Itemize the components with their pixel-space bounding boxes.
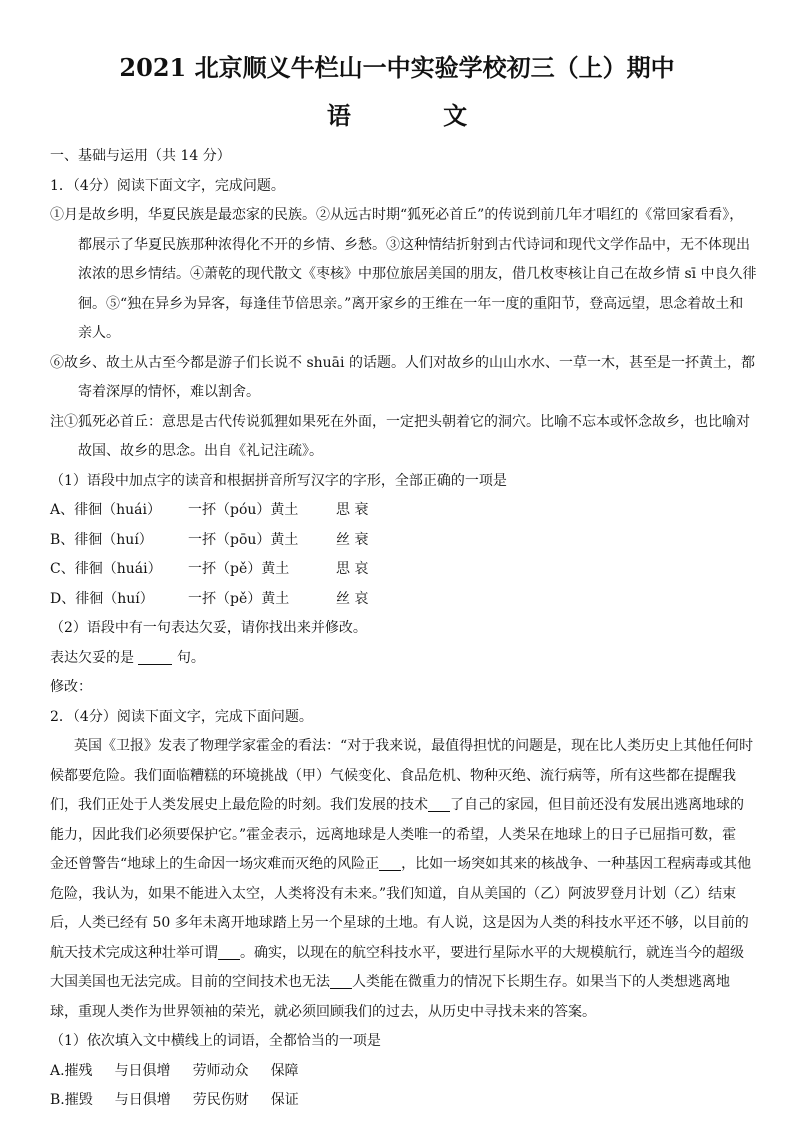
answer-suffix: 句。 — [176, 649, 205, 666]
fill-blank[interactable] — [428, 797, 450, 812]
note-line: 注①狐死必首丘：意思是古代传说狐狸如果死在外面，一定把头朝着它的洞穴。比喻不忘本或怀念故乡，也比喻对 — [50, 413, 750, 430]
option-col-c: 丝 哀 — [336, 590, 369, 607]
option-word: 与日俱增 — [114, 1092, 171, 1108]
passage-line — [50, 791, 752, 821]
option-col-b: 一抔（pě）黄土 — [188, 561, 290, 577]
passage-line: 寄着深厚的情怀，难以割舍。 — [78, 384, 260, 400]
option-word: 保障 — [270, 1062, 299, 1079]
option-b-q2[interactable] — [50, 1086, 752, 1116]
option-col-c: 丝 衰 — [336, 531, 369, 548]
passage-line: 危险，我认为，如果不能进入太空，人类将没有未来。”我们知道，自从美国的（乙）阿波罗登月计划（乙）结束 — [50, 885, 737, 902]
passage-segment: ，比如一场突如其来的核战争、一种基因工程病毒或其他 — [401, 856, 752, 872]
option-c[interactable] — [50, 555, 752, 585]
answer-prefix: 表达欠妥的是 — [50, 649, 134, 666]
answer-blank[interactable] — [138, 650, 172, 665]
fill-blank[interactable] — [330, 974, 352, 989]
passage-segment: 。确实，以现在的航空科技水平，要进行星际水平的大规模航行，就连当今的超级 — [240, 944, 744, 961]
option-col-b: 一抔（pě）黄土 — [188, 590, 290, 607]
option-label: A、徘徊（huái） — [50, 502, 161, 518]
option-label: B、徘徊（huí） — [50, 531, 153, 548]
section-heading: 一、基础与运用（共 14 分） — [50, 148, 231, 164]
option-label: D、徘徊（huí） — [50, 590, 154, 607]
note-line: 故国、故乡的思念。出自《礼记注疏》。 — [78, 443, 323, 459]
passage-segment: 人类能在微重力的情况下长期生存。如果当下的人类想逃离地 — [352, 974, 730, 990]
passage-line — [50, 939, 752, 969]
passage-line: ①月是故乡明，华夏民族是最恋家的民族。②从远古时期“狐死必首丘”的传说到前几年才唱红的《常回家看看》， — [50, 207, 744, 223]
option-label: C、徘徊（huái） — [50, 561, 162, 577]
passage-segment: 们，我们正处于人类发展史上最危险的时刻。我们发展的技术 — [50, 797, 428, 813]
answer-line — [50, 644, 752, 674]
passage-segment: 航天技术完成这种壮举可谓 — [50, 944, 218, 961]
page-title: 2021 北京顺义牛栏山一中实验学校初三（上）期中 — [119, 53, 675, 82]
passage-line — [50, 850, 752, 880]
option-col-c: 思 哀 — [336, 561, 369, 577]
option-word: 劳民伤财 — [192, 1092, 249, 1108]
fill-blank[interactable] — [218, 945, 240, 960]
fill-blank[interactable] — [379, 856, 401, 871]
option-b[interactable] — [50, 526, 752, 556]
passage-line — [50, 968, 752, 998]
option-word: 与日俱增 — [114, 1062, 171, 1079]
option-word: 保证 — [270, 1092, 299, 1108]
option-label: B.摧毁 — [50, 1092, 93, 1108]
option-col-b: 一抔（póu）黄土 — [188, 502, 299, 518]
passage-line: 后，人类已经有 50 多年未离开地球踏上另一个星球的土地。有人说，这是因为人类的科技水平还不够，以目前的 — [50, 915, 749, 931]
passage-line: ⑥故乡、故土从古至今都是游子们长说不 shuāi 的话题。人们对故乡的山山水水、一草一木，甚至是一抔黄土，都 — [50, 354, 755, 371]
sub-question-2: （2）语段中有一句表达欠妥，请你找出来并修改。 — [50, 620, 367, 636]
passage-line: 能力，因此我们必须要保护它。”霍金表示，远离地球是人类唯一的希望，人类呆在地球上的日子已屈指可数，霍 — [50, 826, 737, 843]
passage-segment: 大国美国也无法完成。目前的空间技术也无法 — [50, 974, 330, 990]
passage-line: 浓浓的思乡情结。④萧乾的现代散文《枣核》中那位旅居美国的朋友，借几枚枣核让自己在故乡情 sī 中良久徘 — [78, 266, 757, 282]
option-d[interactable] — [50, 585, 752, 615]
question-1-stem: 1．（4分）阅读下面文字，完成问题。 — [50, 177, 285, 194]
question-2-stem: 2．（4分）阅读下面文字，完成下面问题。 — [50, 708, 313, 725]
revise-label: 修改： — [50, 679, 92, 695]
passage-line: 候都要危险。我们面临糟糕的环境挑战（甲）气候变化、食品危机、物种灭绝、流行病等，所有这些都在提醒我 — [50, 767, 736, 784]
sub-question-1: （1）语段中加点字的读音和根据拼音所写汉字的字形，全部正确的一项是 — [50, 472, 507, 489]
passage-line: 都展示了华夏民族那种浓得化不开的乡情、乡愁。③这种情结折射到古代诗词和现代文学作品中，无不体现出 — [78, 236, 750, 253]
sub-question-2-1: （1）依次填入文中横线上的词语，全都恰当的一项是 — [50, 1033, 381, 1049]
option-word: 劳师动众 — [192, 1062, 249, 1079]
option-a-q2[interactable] — [50, 1057, 752, 1087]
passage-segment: 了自己的家园，但目前还没有发展出逃离地球的 — [450, 797, 744, 813]
option-col-c: 思 衰 — [336, 502, 369, 518]
option-label: A.摧残 — [50, 1062, 93, 1079]
option-a[interactable] — [50, 496, 752, 526]
option-col-b: 一抔（pōu）黄土 — [188, 531, 299, 548]
passage-segment: 金还曾警告“地球上的生命因一场灾难而灭绝的风险正 — [50, 856, 380, 872]
passage-line: 球，重现人类作为世界领袖的荣光，就必须回顾我们的过去，从历史中寻找未来的答案。 — [50, 1003, 596, 1020]
passage-line: 英国《卫报》发表了物理学家霍金的看法：“对于我来说，最值得担忧的问题是，现在比人类历史上其他任何时 — [74, 738, 754, 754]
exam-content — [50, 142, 757, 1116]
passage-line: 亲人。 — [78, 325, 120, 341]
passage-line: 徊。⑤“独在异乡为异客，每逢佳节倍思亲。”离开家乡的王维在一年一度的重阳节，登高远望，思念着故土和 — [78, 295, 744, 312]
subject-title: 语 文 — [326, 101, 510, 130]
